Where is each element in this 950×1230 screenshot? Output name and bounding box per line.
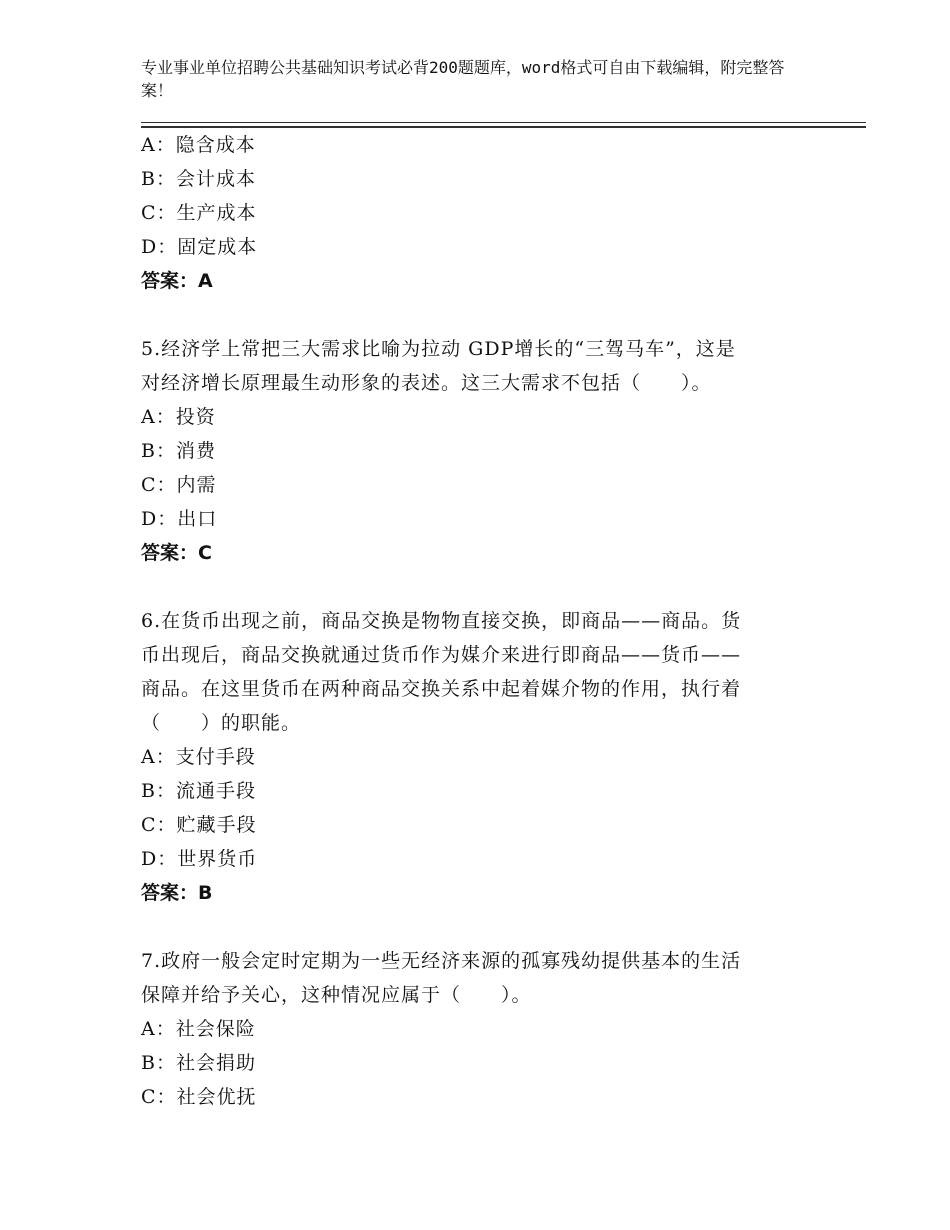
question-stem-line: 6.在货币出现之前，商品交换是物物直接交换，即商品——商品。货 bbox=[141, 610, 742, 632]
option-a: A：社会保险 bbox=[141, 1018, 256, 1040]
question-list bbox=[141, 128, 811, 1114]
option-c: C：生产成本 bbox=[141, 202, 257, 224]
option-a: A：支付手段 bbox=[141, 746, 256, 768]
question-7 bbox=[141, 944, 811, 1114]
option-c: C：贮藏手段 bbox=[141, 814, 257, 836]
header-divider-thin bbox=[141, 122, 866, 123]
option-a: A：投资 bbox=[141, 406, 216, 428]
question-5 bbox=[141, 332, 811, 570]
question-6 bbox=[141, 604, 811, 910]
question-4 bbox=[141, 128, 811, 298]
option-d: D：固定成本 bbox=[141, 236, 258, 258]
answer: 答案：C bbox=[141, 542, 212, 564]
option-d: D：世界货币 bbox=[141, 848, 258, 870]
spacer bbox=[141, 570, 811, 604]
header-text: 专业事业单位招聘公共基础知识考试必背200题题库，word格式可自由下载编辑，附完整答案！ bbox=[141, 58, 785, 100]
question-stem-line: 保障并给予关心，这种情况应属于（ ）。 bbox=[141, 984, 532, 1006]
question-stem-line: 币出现后，商品交换就通过货币作为媒介来进行即商品——货币—— bbox=[141, 644, 742, 666]
option-d: D：出口 bbox=[141, 508, 218, 530]
option-a: A：隐含成本 bbox=[141, 134, 256, 156]
question-stem-line: 5.经济学上常把三大需求比喻为拉动 GDP增长的“三驾马车”，这是 bbox=[141, 338, 736, 360]
answer: 答案：B bbox=[141, 882, 213, 904]
option-b: B：流通手段 bbox=[141, 780, 256, 802]
option-c: C：内需 bbox=[141, 474, 217, 496]
answer: 答案：A bbox=[141, 270, 213, 292]
question-stem-line: 7.政府一般会定时定期为一些无经济来源的孤寡残幼提供基本的生活 bbox=[141, 950, 742, 972]
spacer bbox=[141, 298, 811, 332]
question-stem-line: 对经济增长原理最生动形象的表述。这三大需求不包括（ ）。 bbox=[141, 372, 712, 394]
option-c: C：社会优抚 bbox=[141, 1086, 257, 1108]
spacer bbox=[141, 910, 811, 944]
question-stem-line: 商品。在这里货币在两种商品交换关系中起着媒介物的作用，执行着 bbox=[141, 678, 742, 700]
option-b: B：会计成本 bbox=[141, 168, 256, 190]
document-header bbox=[141, 56, 801, 102]
option-b: B：消费 bbox=[141, 440, 216, 462]
question-stem-line: （ ）的职能。 bbox=[141, 712, 302, 734]
option-b: B：社会捐助 bbox=[141, 1052, 256, 1074]
